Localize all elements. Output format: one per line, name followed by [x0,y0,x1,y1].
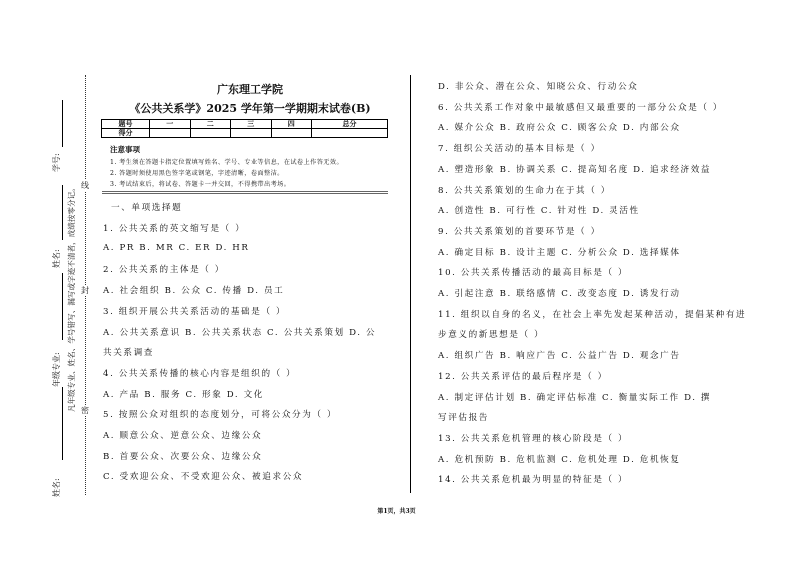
header-cell: 总分 [312,120,388,129]
question-line: A. 引起注意 B. 联络感情 C. 改变态度 D. 诱发行动 [438,289,681,299]
question-line: 1. 公共关系的英文缩写是（ ） [103,224,246,234]
question-line: 13. 公共关系危机管理的核心阶段是（ ） [438,433,629,444]
header-cell: 三 [231,120,272,129]
section-divider [102,191,388,194]
question-line: 6. 公共关系工作对象中最敏感但又最重要的一部分公众是（ ） [438,102,724,113]
note-item: 2. 答题时须使用黑色签字笔或钢笔，字迹清晰，卷面整洁。 [110,170,284,177]
question-line: 步意义的新思想是（ ） [438,330,545,341]
seal-char-xian: 线 [81,181,89,190]
question-line: D. 非公众、潜在公众、知晓公众、行动公众 [438,82,639,92]
question-line: 4. 公共关系传播的核心内容是组织的（ ） [103,368,297,379]
score-table-score-row [102,129,388,138]
question-line: 12. 公共关系评估的最后程序是（ ） [438,371,608,382]
score-cell [231,129,272,138]
question-line: 共关系调查 [103,348,154,359]
question-line: 5. 按照公众对组织的态度划分，可将公众分为（ ） [103,410,338,421]
notes-title: 注意事项 [110,145,140,154]
question-line: A. 媒介公众 B. 政府公众 C. 顾客公众 D. 内部公众 [438,123,681,134]
question-line: A. 制定评估计划 B. 确定评估标准 C. 衡量实际工作 D. 撰 [438,392,712,403]
question-line: 9. 公共关系策划的首要环节是（ ） [438,226,601,237]
grade-major-label: 年级专业: [52,352,61,387]
score-table [101,119,388,138]
question-line: A. 社会组织 B. 公众 C. 传播 D. 员工 [103,286,285,297]
question-line: A. 公共关系意识 B. 公共关系状态 C. 公共关系策划 D. 公 [103,327,377,338]
question-line: A. 组织广告 B. 响应广告 C. 公益广告 D. 观念广告 [438,351,681,362]
question-line: 10. 公共关系传播活动的最高目标是（ ） [438,268,629,279]
question-line: 写评估报告 [438,413,489,424]
question-line: A. 塑造形象 B. 协调关系 C. 提高知名度 D. 追求经济效益 [438,164,712,175]
question-line: 14. 公共关系危机最为明显的特征是（ ） [438,475,629,486]
question-line: A. 产品 B. 服务 C. 形象 D. 文化 [103,389,264,400]
score-table-header-row [102,120,388,129]
binding-line [62,185,63,240]
question-line: A. PR B. MR C. ER D. HR [103,242,250,253]
score-cell [312,129,388,138]
column-divider [410,75,411,493]
header-cell: 二 [190,120,231,129]
note-item: 1. 考生须在答题卡指定位置填写姓名、学号、专业等信息，在试卷上作答无效。 [110,159,344,166]
score-cell [150,129,191,138]
header-cell: 四 [271,120,312,129]
student-id-label: 学号: [52,153,61,172]
name-label: 姓名: [52,249,61,268]
score-row-label: 得分 [102,129,150,138]
note-item: 3. 考试结束后，将试卷、答题卡一并交回，不得携带出考场。 [110,181,291,188]
question-line: C. 受欢迎公众、不受欢迎公众、被追求公众 [103,472,304,483]
school-name: 广东理工学院 [217,83,283,96]
page-indicator: 第1页，共3页 [377,508,416,515]
question-line: A. 危机预防 B. 危机监测 C. 危机处理 D. 危机恢复 [438,454,681,465]
question-line: 8. 公共关系策划的生命力在于其（ ） [438,185,611,196]
question-line: 3. 组织开展公共关系活动的基础是（ ） [103,306,287,317]
binding-warning: 凡年级专业、姓名、学号错写、漏写或字迹不清者，成绩按零分记。 [67,184,76,412]
binding-line [62,273,63,340]
question-line: 2. 公共关系的主体是（ ） [103,265,226,276]
section-heading: 一、单项选择题 [111,203,183,213]
header-cell: 题号 [102,120,150,129]
seal-char-mi: 密 [81,406,89,415]
question-line: 7. 组织公关活动的基本目标是（ ） [438,144,601,155]
question-line: B. 首要公众、次要公众、边缘公众 [103,451,263,462]
question-line: A. 顺意公众、逆意公众、边缘公众 [103,431,263,441]
name-label-2: 姓名: [52,478,61,497]
score-cell [271,129,312,138]
binding-line [62,387,63,460]
seal-char-feng: 封 [81,286,89,295]
exam-title: 《公共关系学》2025 学年第一学期期末试卷(B) [129,102,371,115]
question-line: A. 确定目标 B. 设计主题 C. 分析公众 D. 选择媒体 [438,247,681,258]
header-cell: 一 [150,120,191,129]
question-line: A. 创造性 B. 可行性 C. 针对性 D. 灵活性 [438,206,640,217]
score-cell [190,129,231,138]
question-line: 11. 组织以自身的名义，在社会上率先发起某种活动，提倡某种有进 [438,309,747,320]
